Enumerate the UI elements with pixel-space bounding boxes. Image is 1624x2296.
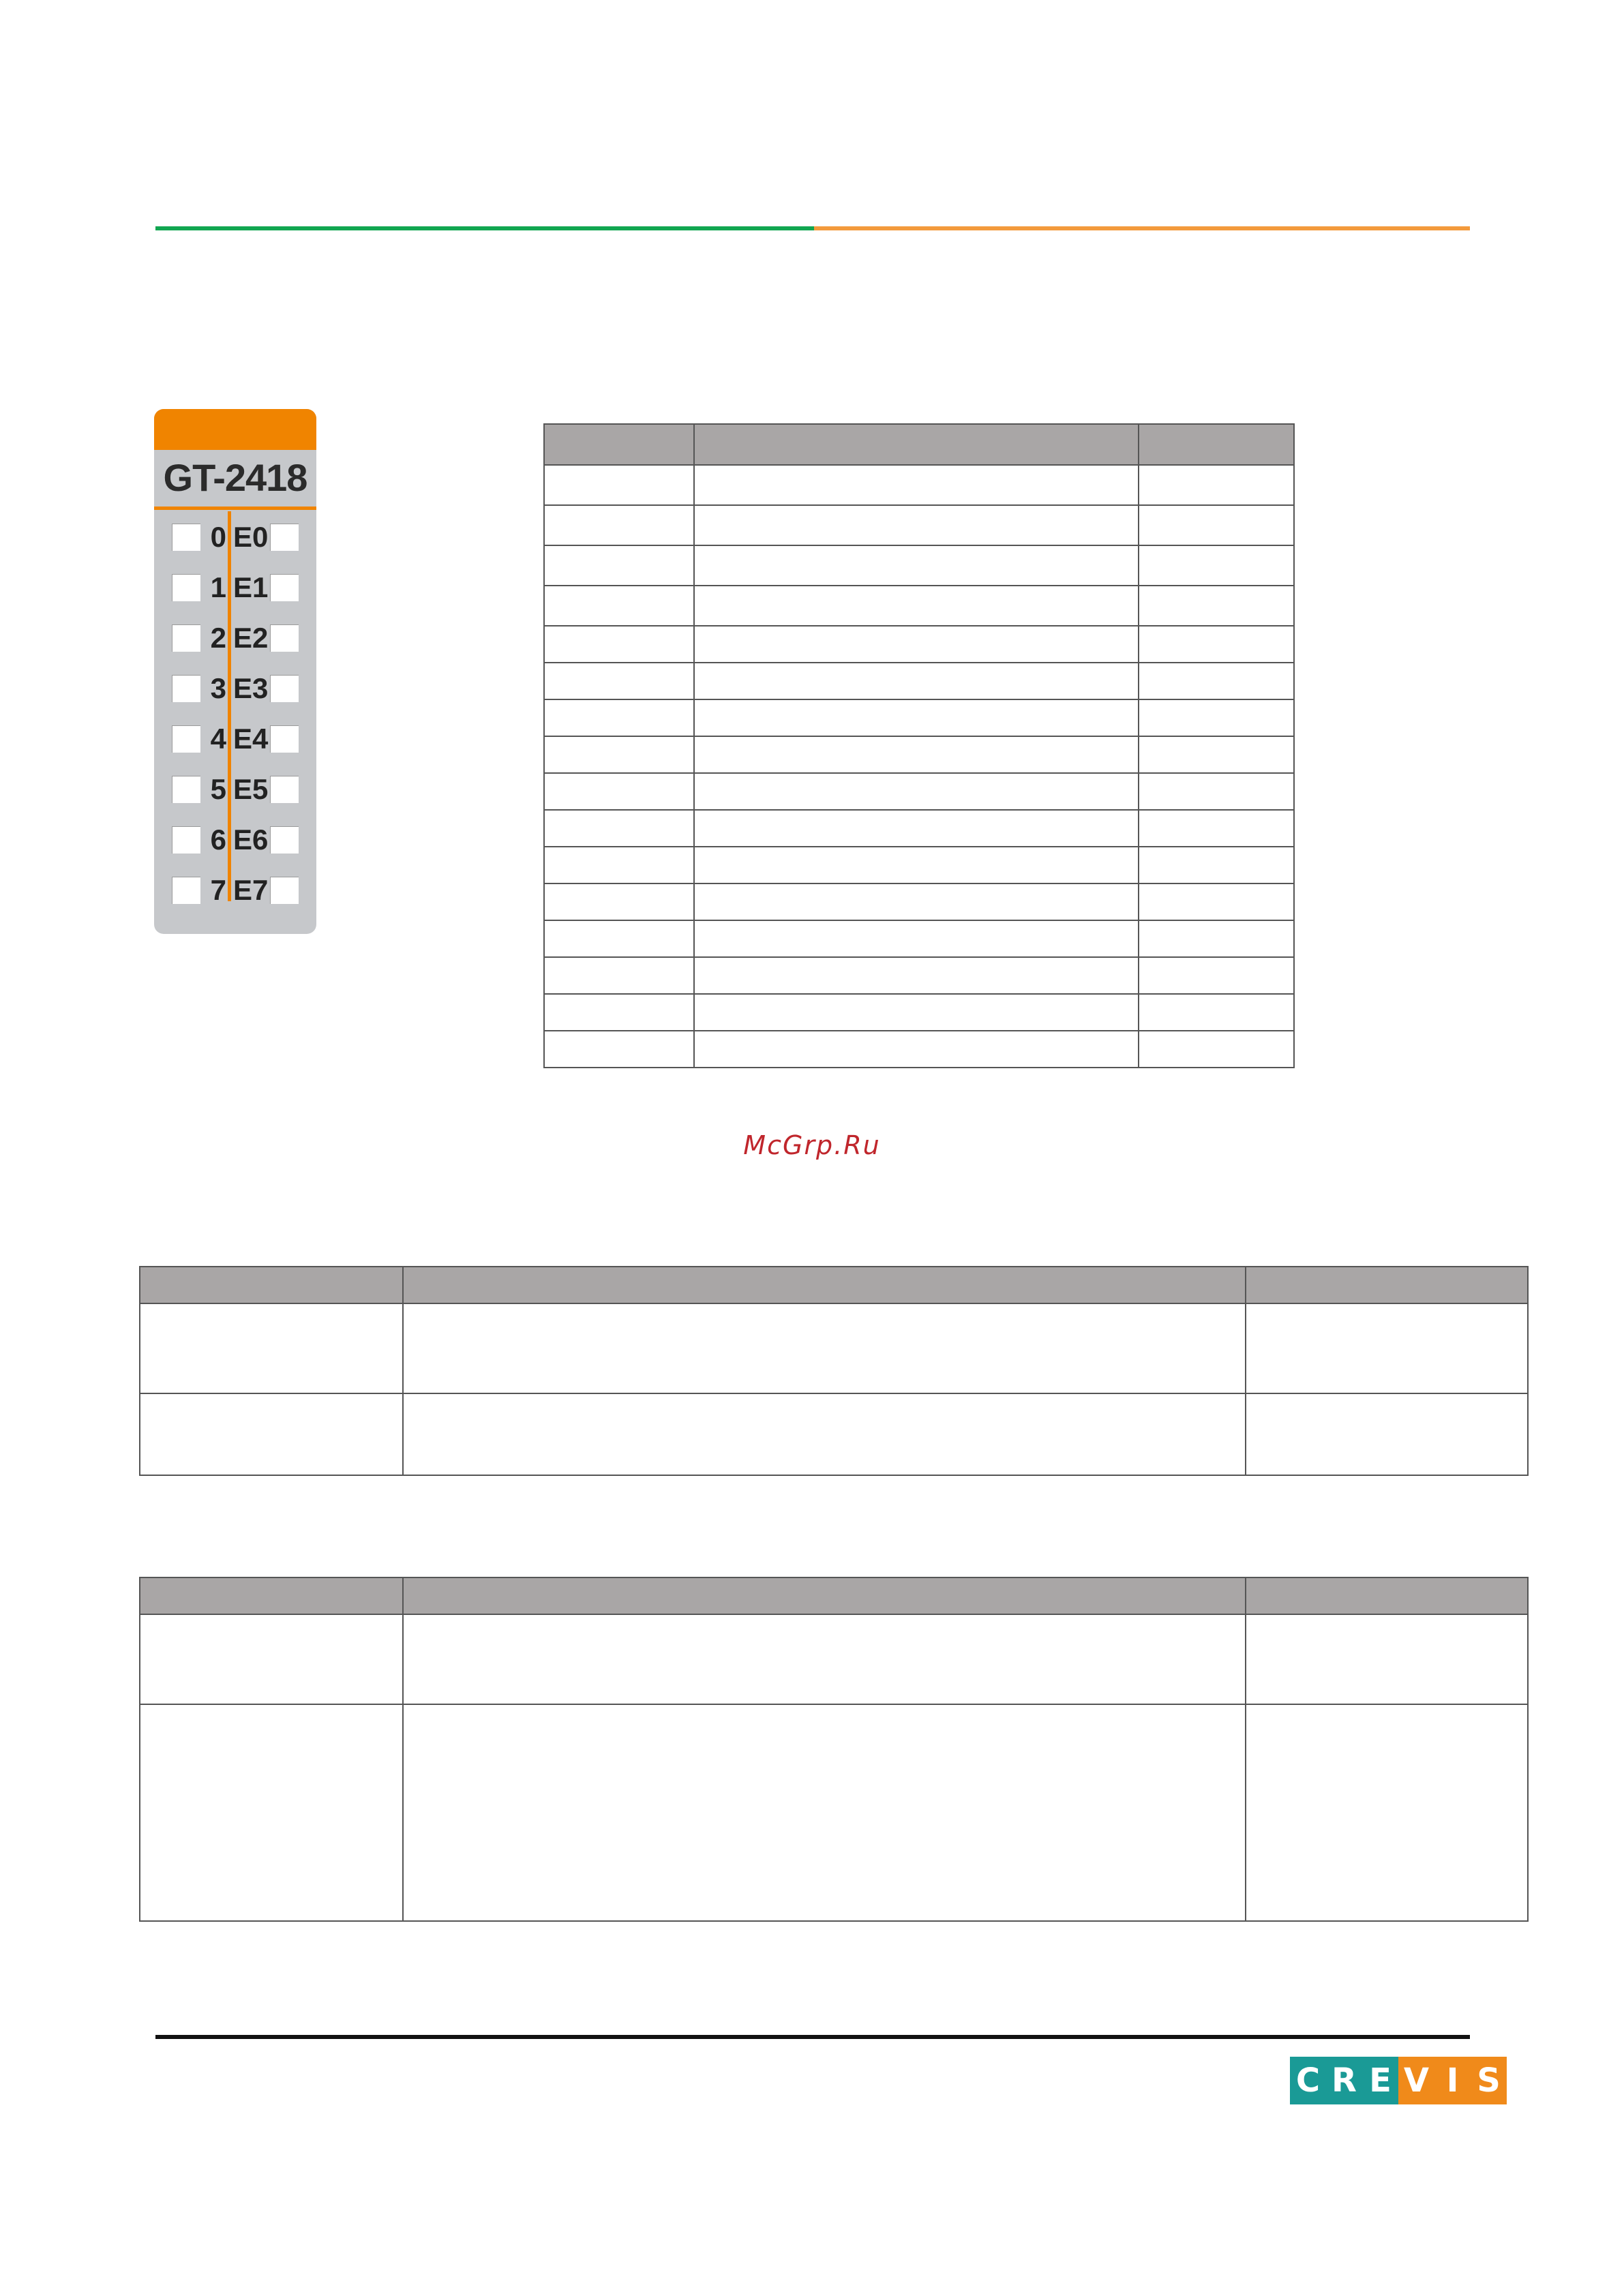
module-top-band <box>154 409 316 450</box>
led-icon <box>270 675 299 702</box>
logo-letter: S <box>1471 2057 1507 2104</box>
led-icon <box>270 624 299 652</box>
table-row <box>140 1303 1528 1393</box>
table-header-row <box>140 1267 1528 1303</box>
error-label: E4 <box>233 723 269 755</box>
led-row-1 <box>154 566 316 616</box>
led-row-7 <box>154 868 316 919</box>
logo-letter: V <box>1398 2057 1434 2104</box>
table-row <box>544 663 1294 699</box>
led-row-3 <box>154 667 316 717</box>
table-row <box>544 465 1294 505</box>
table-row <box>544 994 1294 1031</box>
led-icon <box>270 524 299 551</box>
channel-number: 4 <box>210 723 226 755</box>
led-icon <box>172 675 200 702</box>
table-header-row <box>544 424 1294 465</box>
watermark: McGrp.Ru <box>743 1130 881 1160</box>
table-row <box>544 505 1294 545</box>
led-icon <box>270 574 299 601</box>
table-row <box>544 957 1294 994</box>
led-mapping-table <box>543 423 1295 1068</box>
table-row <box>544 773 1294 810</box>
logo-letter: R <box>1326 2057 1362 2104</box>
table-row <box>140 1393 1528 1475</box>
channel-number: 2 <box>210 622 226 654</box>
led-icon <box>270 877 299 904</box>
status-table-1 <box>139 1266 1529 1476</box>
table-row <box>544 736 1294 773</box>
channel-number: 5 <box>210 773 226 805</box>
status-table-2 <box>139 1577 1529 1922</box>
channel-number: 0 <box>210 521 226 553</box>
table-row <box>544 545 1294 586</box>
module-divider <box>154 507 316 510</box>
logo-letter: E <box>1362 2057 1398 2104</box>
logo-letter: I <box>1434 2057 1471 2104</box>
led-row-0 <box>154 515 316 566</box>
error-label: E3 <box>233 672 269 704</box>
error-label: E5 <box>233 773 269 805</box>
led-icon <box>270 776 299 803</box>
led-icon <box>172 826 200 854</box>
table-row <box>544 810 1294 847</box>
led-icon <box>172 574 200 601</box>
module-led-panel <box>154 409 316 934</box>
led-row-6 <box>154 818 316 868</box>
table-row <box>140 1614 1528 1704</box>
error-label: E0 <box>233 521 269 553</box>
table-row <box>544 699 1294 736</box>
error-label: E7 <box>233 874 269 906</box>
table-row <box>544 1031 1294 1068</box>
error-label: E1 <box>233 571 269 603</box>
table-row <box>544 920 1294 957</box>
error-label: E2 <box>233 622 269 654</box>
led-icon <box>270 725 299 753</box>
table-row <box>544 883 1294 920</box>
crevis-logo <box>1290 2057 1507 2104</box>
channel-number: 1 <box>210 571 226 603</box>
led-icon <box>270 826 299 854</box>
table-header-row <box>140 1577 1528 1614</box>
led-icon <box>172 725 200 753</box>
error-label: E6 <box>233 824 269 856</box>
table-row <box>544 626 1294 663</box>
table-row <box>544 586 1294 626</box>
led-row-5 <box>154 768 316 818</box>
logo-letter: C <box>1290 2057 1326 2104</box>
led-row-2 <box>154 616 316 667</box>
led-icon <box>172 524 200 551</box>
header-rule-orange <box>814 226 1470 230</box>
channel-number: 3 <box>210 672 226 704</box>
module-name: GT-2418 <box>163 456 307 499</box>
led-row-4 <box>154 717 316 768</box>
channel-number: 6 <box>210 824 226 856</box>
table-row <box>544 847 1294 883</box>
led-icon <box>172 776 200 803</box>
led-icon <box>172 624 200 652</box>
led-icon <box>172 877 200 904</box>
header-rule-green <box>155 226 814 230</box>
footer-rule <box>155 2035 1470 2039</box>
channel-number: 7 <box>210 874 226 906</box>
table-row <box>140 1704 1528 1921</box>
